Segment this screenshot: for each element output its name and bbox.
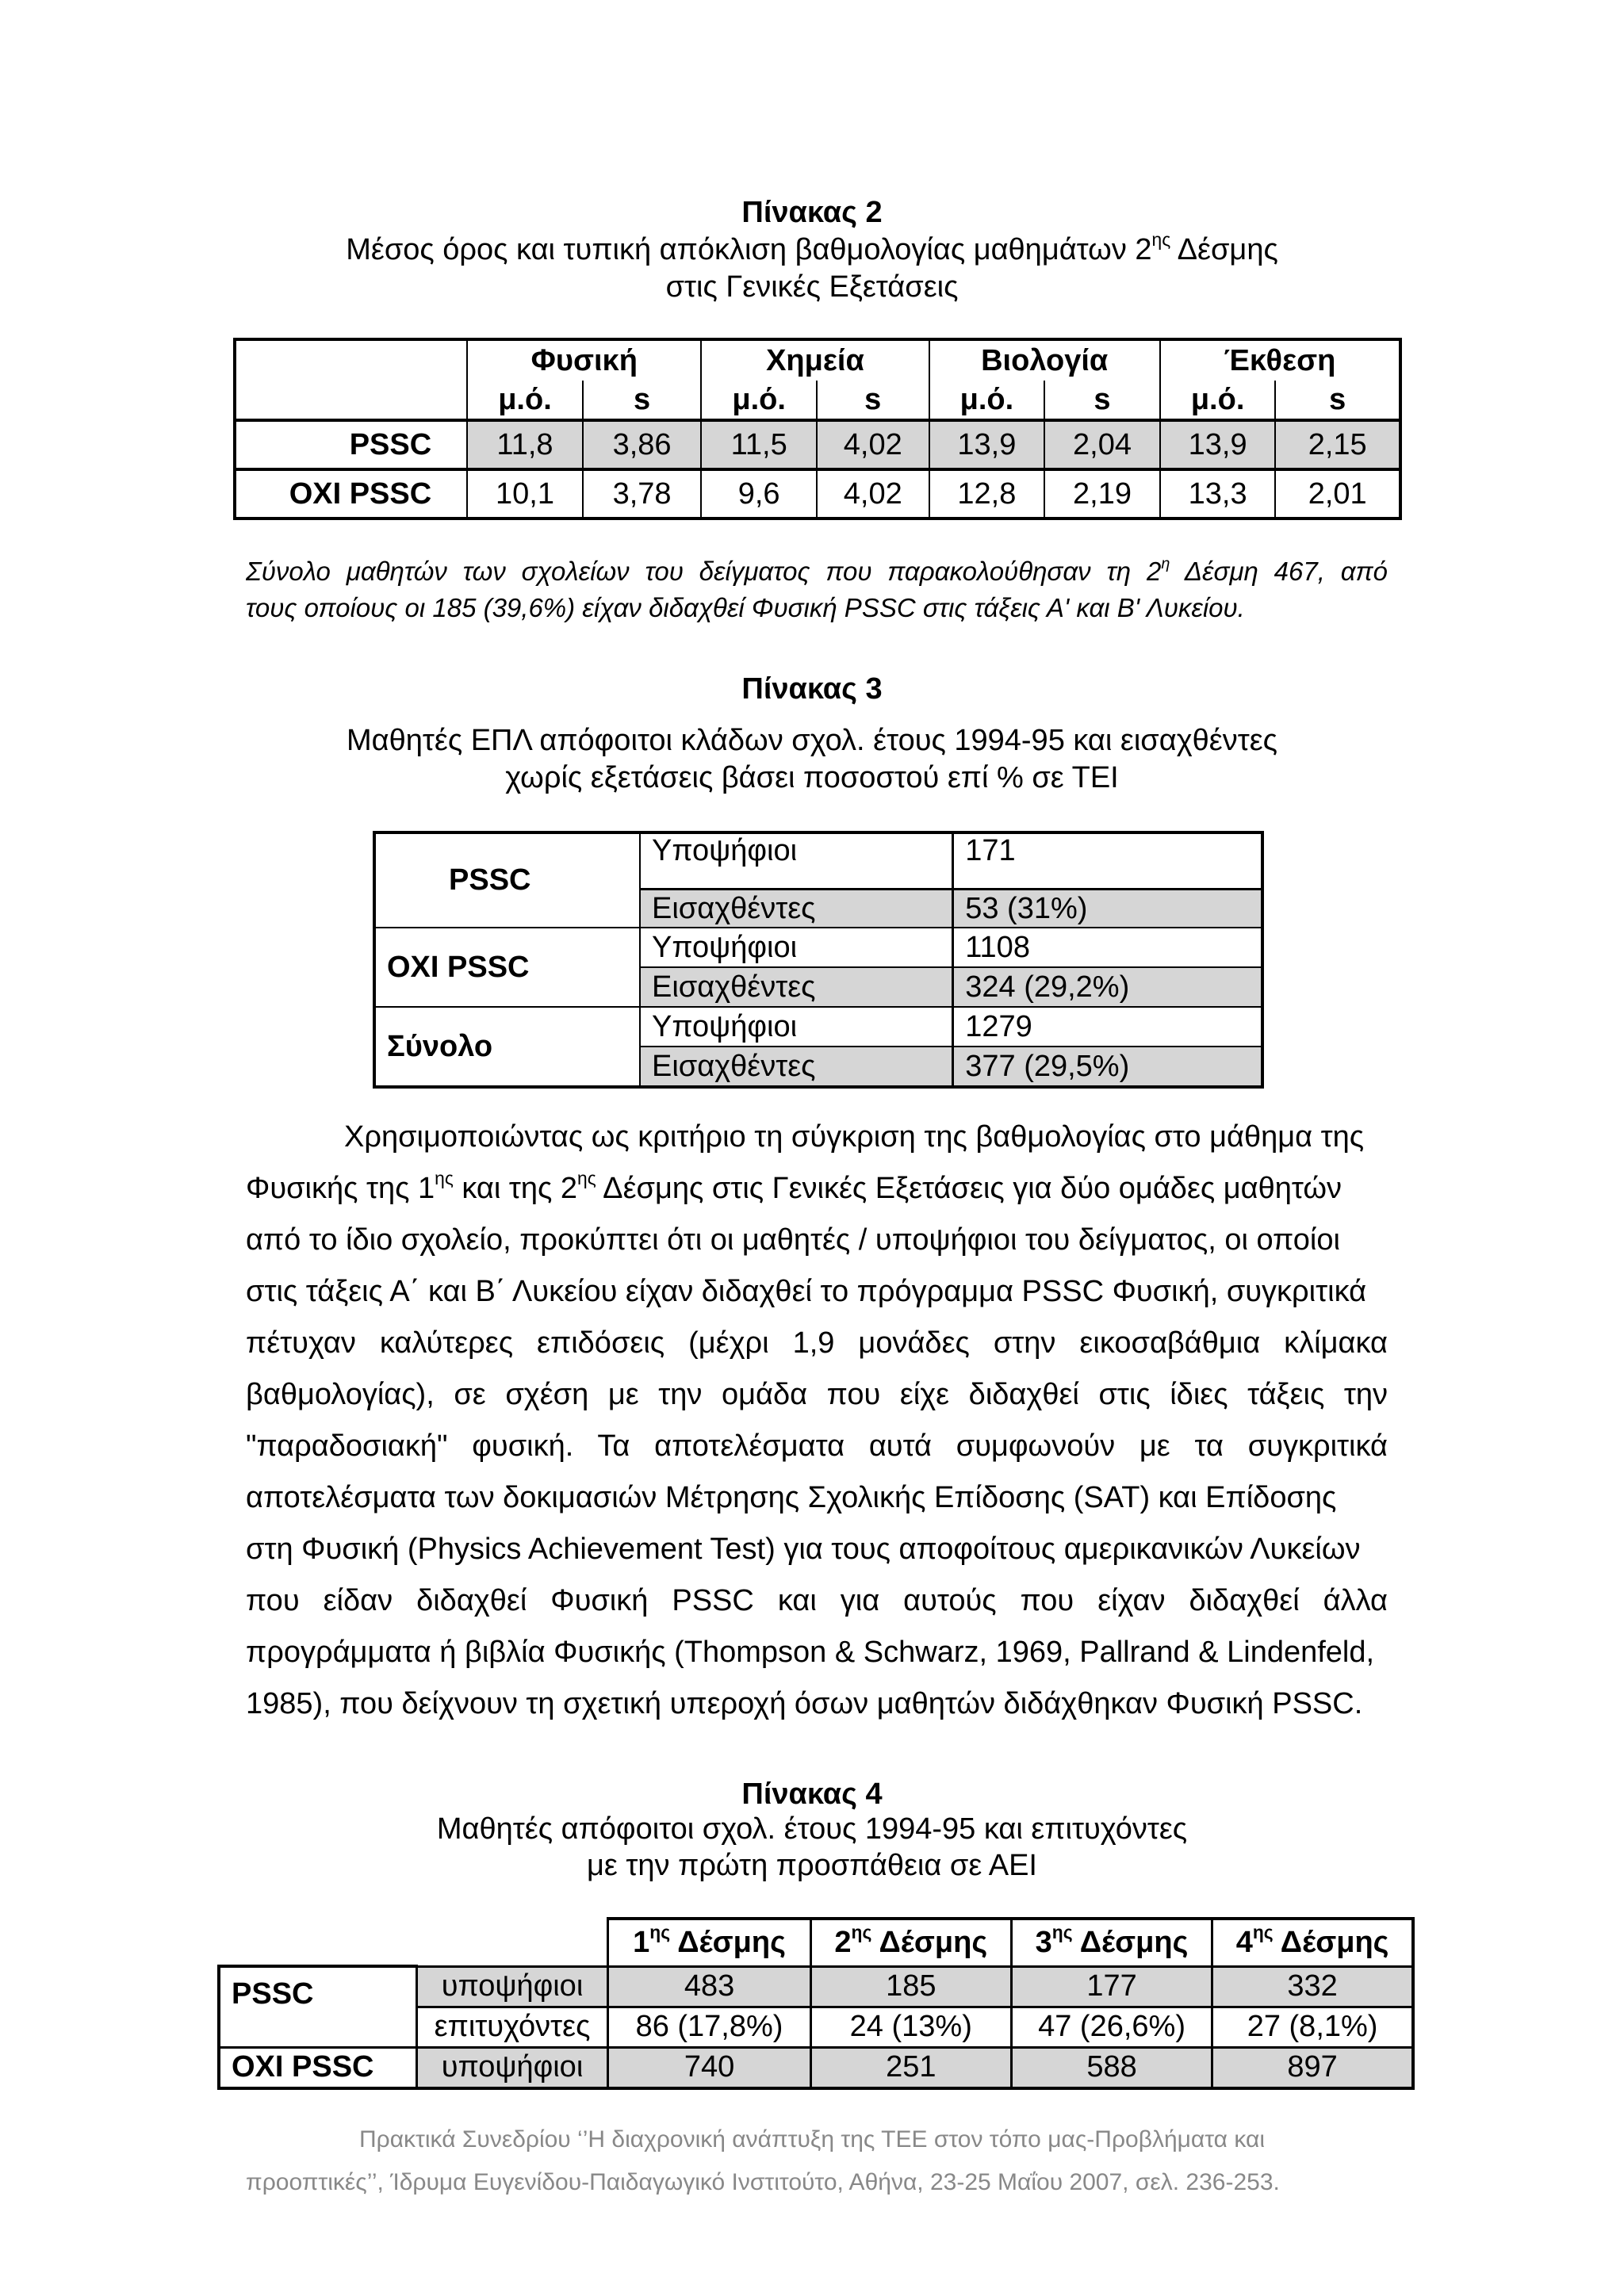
paragraph-line: βαθμολογίας), σε σχέση με την ομάδα που είχε διδαχθεί στις ίδιες τάξεις την: [246, 1378, 1388, 1411]
table4-header: $1^{\eta\varsigma}$ Δέσμης: [608, 1919, 810, 1966]
table-cell: 24 (13%): [810, 2007, 1011, 2047]
table4-header: $4^{\eta\varsigma}$ Δέσμης: [1212, 1919, 1413, 1966]
body-paragraph: [246, 1112, 1388, 1730]
paragraph-line: προγράμματα ή βιβλία Φυσικής (Thompson & Schwarz, 1969, Pallrand & Lindenfeld,: [246, 1636, 1375, 1669]
table2-title: Πίνακας 2: [741, 196, 883, 229]
table-row: [235, 469, 1400, 519]
table3-group-label: PSSC: [374, 832, 640, 928]
table4-corner: [219, 1919, 608, 1966]
table3: [373, 831, 1264, 1089]
table4-caption-line2: με την πρώτη προσπάθεια σε ΑΕΙ: [587, 1849, 1037, 1882]
table3-key: Εισαχθέντες: [640, 890, 953, 928]
table3-value: 324 (29,2%): [953, 967, 1262, 1007]
table3-value: 171: [953, 832, 1262, 890]
table-cell: 10,1: [467, 469, 583, 519]
table-cell: 13,3: [1160, 469, 1276, 519]
table2-sd-header: s: [583, 381, 702, 420]
table-cell: 86 (17,8%): [608, 2007, 810, 2047]
table3-key: Υποψήφιοι: [640, 1007, 953, 1047]
table2-mean-header: μ.ό.: [929, 381, 1045, 420]
paragraph-line: 1985), που δείχνουν τη σχετική υπεροχή όσων μαθητών διδάχθηκαν Φυσική PSSC.: [246, 1687, 1363, 1720]
table2-mean-header: μ.ό.: [1160, 381, 1276, 420]
table2-caption-line1: Μέσος όρος και τυπική απόκλιση βαθμολογίας μαθημάτων $2^{\eta\varsigma}$ Δέσμης: [346, 228, 1278, 266]
table4-group-label: PSSC: [219, 1966, 416, 2047]
table2-subject-header: Φυσική: [467, 339, 701, 381]
table-cell: 2,15: [1275, 420, 1400, 469]
table3-value: 1279: [953, 1007, 1262, 1047]
table4-row-label: επιτυχόντες: [416, 2007, 608, 2047]
table3-value: 53 (31%): [953, 890, 1262, 928]
table-row: [219, 2047, 1413, 2088]
table2-subject-header: Χημεία: [701, 339, 929, 381]
table2-mean-header: μ.ό.: [467, 381, 583, 420]
table3-key: Εισαχθέντες: [640, 1047, 953, 1087]
table3-group-label: ΟΧΙ PSSC: [374, 928, 640, 1007]
table3-group-label: Σύνολο: [374, 1007, 640, 1087]
table3-title: Πίνακας 3: [741, 672, 883, 706]
paragraph-line: πέτυχαν καλύτερες επιδόσεις (μέχρι 1,9 μονάδες στην εικοσαβάθμια κλίμακα: [246, 1326, 1388, 1360]
table2-subject-header: Βιολογία: [929, 339, 1160, 381]
table3-caption-line2: χωρίς εξετάσεις βάσει ποσοστού επί % σε ΤΕΙ: [505, 761, 1119, 794]
table2-row-label: ΟΧΙ PSSC: [235, 469, 467, 519]
footer-line2: προοπτικές’’, Ίδρυμα Ευγενίδου-Παιδαγωγικό Ινστιτούτο, Αθήνα, 23-25 Μαΐου 2007, σελ. 236-253.: [246, 2169, 1280, 2195]
table-cell: 185: [810, 1966, 1011, 2007]
table2: [233, 338, 1402, 520]
table-cell: 897: [1212, 2047, 1413, 2088]
table4-group-label: ΟΧΙ PSSC: [219, 2047, 416, 2088]
table-cell: 177: [1011, 1966, 1212, 2007]
table-cell: 13,9: [1160, 420, 1276, 469]
table-cell: 740: [608, 2047, 810, 2088]
table3-value: 1108: [953, 928, 1262, 967]
table4: [217, 1917, 1415, 2090]
table-cell: 12,8: [929, 469, 1045, 519]
table-cell: 4,02: [817, 469, 929, 519]
table-cell: 2,19: [1044, 469, 1160, 519]
paragraph-line: από το ίδιο σχολείο, προκύπτει ότι οι μαθητές / υποψήφιοι του δείγματος, οι οποίοι: [246, 1223, 1340, 1257]
table-cell: 251: [810, 2047, 1011, 2088]
table2-row-label: PSSC: [235, 420, 467, 469]
table2-sd-header: s: [817, 381, 929, 420]
table3-caption-line1: Μαθητές ΕΠΛ απόφοιτοι κλάδων σχολ. έτους 1994-95 και εισαχθέντες: [347, 724, 1277, 757]
table4-row-label: υποψήφιοι: [416, 2047, 608, 2088]
table-cell: 2,04: [1044, 420, 1160, 469]
table-cell: 3,86: [583, 420, 702, 469]
table4-caption-line1: Μαθητές απόφοιτοι σχολ. έτους 1994-95 και επιτυχόντες: [436, 1812, 1188, 1846]
table2-note: Σύνολο μαθητών των σχολείων του δείγματος που παρακολούθησαν τη $2^\eta$ Δέσμη 467, από τους οποίους οι 185 (39,6%) είχαν διδαχθεί Φυσική PSSC στις τάξεις Α' και Β' Λυκείου.: [246, 555, 1388, 622]
table3-key: Εισαχθέντες: [640, 967, 953, 1007]
paragraph-line: στις τάξεις Α΄ και Β΄ Λυκείου είχαν διδαχθεί το πρόγραμμα PSSC Φυσική, συγκριτικά: [246, 1275, 1367, 1308]
table2-subject-header: Έκθεση: [1160, 339, 1400, 381]
table-cell: 588: [1011, 2047, 1212, 2088]
paragraph-line: Χρησιμοποιώντας ως κριτήριο τη σύγκριση της βαθμολογίας στο μάθημα της: [344, 1120, 1365, 1154]
table-cell: 3,78: [583, 469, 702, 519]
table-cell: 13,9: [929, 420, 1045, 469]
paragraph-line: αποτελέσματα των δοκιμασιών Μέτρησης Σχολικής Επίδοσης (SAT) και Επίδοσης: [246, 1481, 1337, 1514]
table-cell: 483: [608, 1966, 810, 2007]
table2-sd-header: s: [1044, 381, 1160, 420]
table-cell: 27 (8,1%): [1212, 2007, 1413, 2047]
table-cell: 2,01: [1275, 469, 1400, 519]
table2-corner: [235, 339, 467, 420]
table-row: [235, 420, 1400, 469]
paragraph-line: Φυσικής της $1^{\eta\varsigma}$ και της $2^{\eta\varsigma}$ Δέσμης στις Γενικές Εξετάσεις για δύο ομάδες μαθητών: [246, 1167, 1342, 1205]
table4-header: $3^{\eta\varsigma}$ Δέσμης: [1011, 1919, 1212, 1966]
table3-key: Υποψήφιοι: [640, 832, 953, 890]
table-cell: 47 (26,6%): [1011, 2007, 1212, 2047]
table2-sd-header: s: [1275, 381, 1400, 420]
table-cell: 332: [1212, 1966, 1413, 2007]
table3-key: Υποψήφιοι: [640, 928, 953, 967]
paragraph-line: "παραδοσιακή" φυσική. Τα αποτελέσματα αυτά συμφωνούν με τα συγκριτικά: [246, 1429, 1388, 1463]
paragraph-line: που είδαν διδαχθεί Φυσική PSSC και για αυτούς που είχαν διδαχθεί άλλα: [246, 1584, 1388, 1617]
paragraph-line: στη Φυσική (Physics Achievement Test) για τους αποφοίτους αμερικανικών Λυκείων: [246, 1533, 1361, 1566]
table-cell: 4,02: [817, 420, 929, 469]
table4-row-label: υποψήφιοι: [416, 1966, 608, 2007]
table2-caption-line2: στις Γενικές Εξετάσεις: [665, 270, 959, 304]
table-cell: 11,5: [701, 420, 817, 469]
table3-value: 377 (29,5%): [953, 1047, 1262, 1087]
table-cell: 9,6: [701, 469, 817, 519]
table2-mean-header: μ.ό.: [701, 381, 817, 420]
table4-header: $2^{\eta\varsigma}$ Δέσμης: [810, 1919, 1011, 1966]
footer-line1: Πρακτικά Συνεδρίου ‘’Η διαχρονική ανάπτυξη της ΤΕΕ στον τόπο μας-Προβλήματα και: [358, 2126, 1266, 2152]
table-cell: 11,8: [467, 420, 583, 469]
table-row: [219, 1966, 1413, 2007]
table4-title: Πίνακας 4: [741, 1777, 883, 1811]
